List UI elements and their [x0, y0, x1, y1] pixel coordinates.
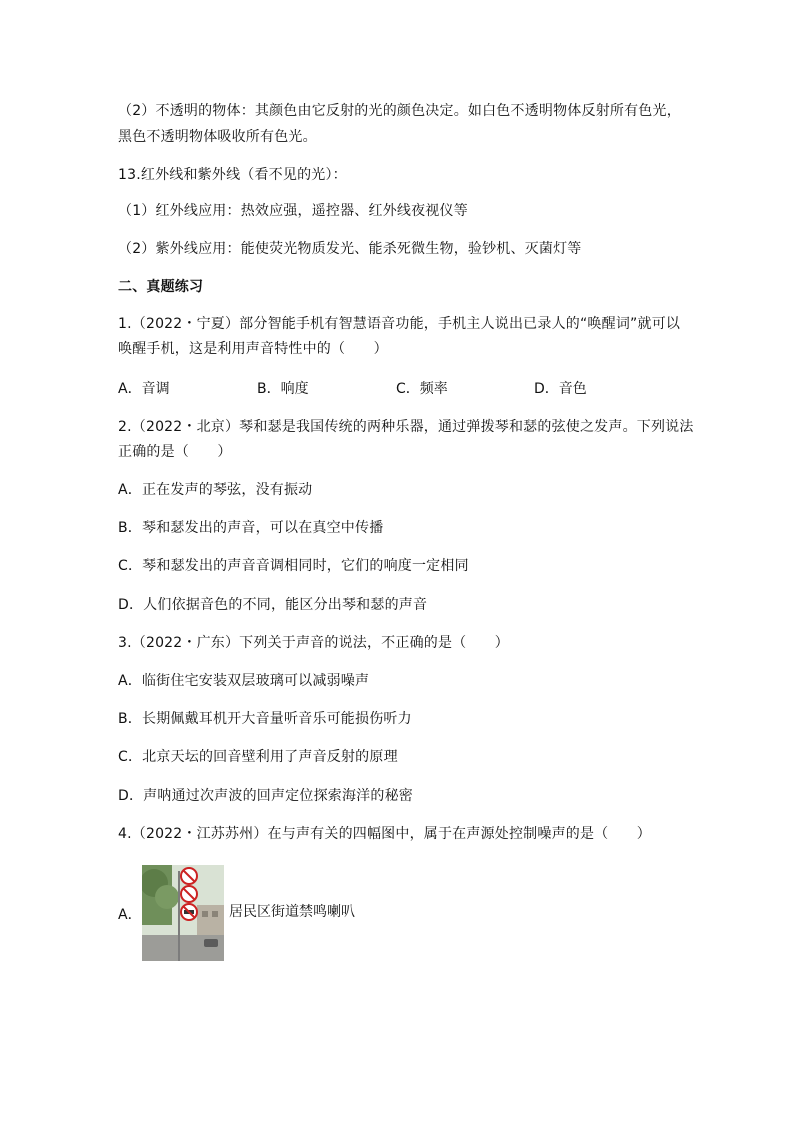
text-line-ultraviolet: （2）紫外线应用：能使荧光物质发光、能杀死微生物，验钞机、灭菌灯等: [118, 241, 582, 257]
q3-option-a: A．临街住宅安装双层玻璃可以减弱噪声: [118, 673, 370, 689]
question-1-line-1: 1.（2022・宁夏）部分智能手机有智慧语音功能，手机主人说出已录人的“唤醒词”就可以: [118, 316, 681, 332]
q4-option-a-label: 居民区街道禁鸣喇叭: [229, 904, 355, 920]
q3-option-c: C．北京天坛的回音壁利用了声音反射的原理: [118, 749, 398, 765]
q1-option-b: B．响度: [257, 381, 309, 397]
question-1-line-2: 唤醒手机，这是利用声音特性中的（ ）: [118, 341, 388, 357]
q1-option-c: C．频率: [396, 381, 448, 397]
q2-option-a: A．正在发声的琴弦，没有振动: [118, 482, 313, 498]
text-line-opaque-2: 黑色不透明物体吸收所有色光。: [118, 129, 317, 145]
q2-option-b: B．琴和瑟发出的声音，可以在真空中传播: [118, 520, 384, 536]
q2-option-c: C．琴和瑟发出的声音音调相同时，它们的响度一定相同: [118, 558, 469, 574]
q2-option-d: D．人们依据音色的不同，能区分出琴和瑟的声音: [118, 597, 428, 613]
q1-option-d: D．音色: [534, 381, 587, 397]
q1-option-a: A．音调: [118, 381, 170, 397]
question-2-line-2: 正确的是（ ）: [118, 444, 232, 460]
question-4: 4.（2022・江苏苏州）在与声有关的四幅图中，属于在声源处控制噪声的是（ ）: [118, 826, 651, 842]
question-3: 3.（2022・广东）下列关于声音的说法，不正确的是（ ）: [118, 635, 509, 651]
text-line-13-heading: 13.红外线和紫外线（看不见的光）：: [118, 167, 347, 183]
q3-option-b: B．长期佩戴耳机开大音量听音乐可能损伤听力: [118, 711, 412, 727]
street-no-horn-photo: [142, 865, 224, 961]
section-heading-practice: 二、真题练习: [118, 279, 204, 295]
question-2-line-1: 2.（2022・北京）琴和瑟是我国传统的两种乐器，通过弹拨琴和瑟的弦使之发声。下列说法: [118, 419, 694, 435]
q4-option-a-prefix: A．: [118, 907, 142, 923]
text-line-opaque-1: （2）不透明的物体：其颜色由它反射的光的颜色决定。如白色不透明物体反射所有色光，: [118, 103, 681, 119]
text-line-infrared: （1）红外线应用：热效应强，遥控器、红外线夜视仪等: [118, 203, 468, 219]
q3-option-d: D．声呐通过次声波的回声定位探索海洋的秘密: [118, 788, 413, 804]
